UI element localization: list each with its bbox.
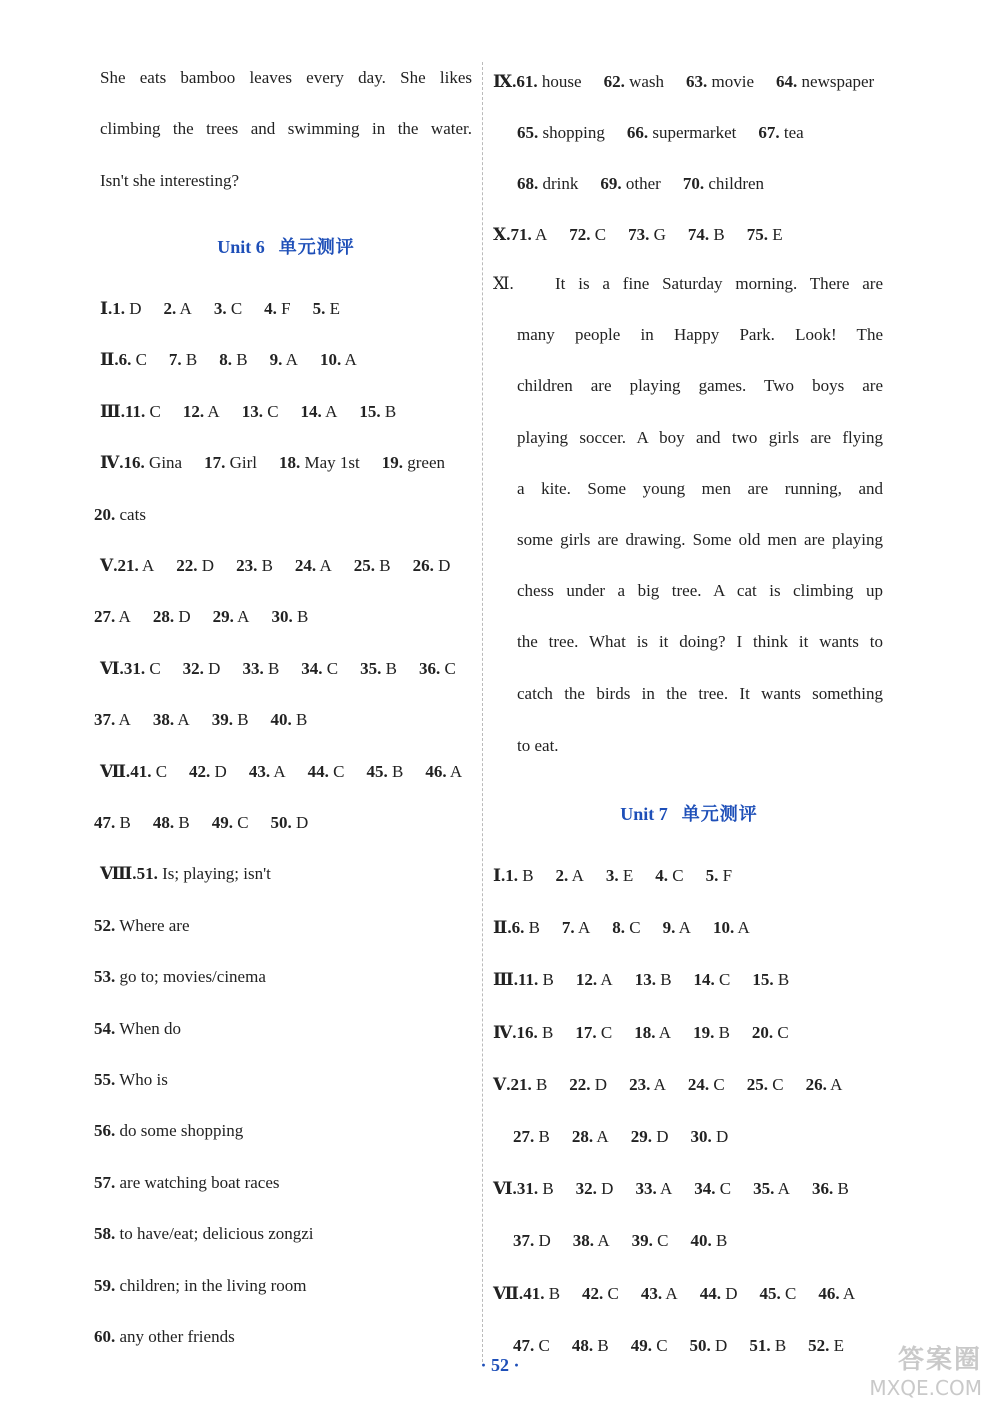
- answer-item: 4. C: [655, 866, 684, 885]
- answer-item: 74. B: [687, 225, 725, 244]
- section-roman-numeral: Ⅵ.: [493, 1179, 517, 1199]
- answer-item: 45. C: [759, 1283, 797, 1303]
- answer-item: 14. C: [693, 970, 731, 990]
- answer-item: 28. D: [152, 607, 191, 627]
- answer-item: 52. E: [808, 1335, 845, 1355]
- answer-item: 20. C: [751, 1022, 789, 1042]
- essay-line: some girls are drawing. Some old men are playing: [517, 530, 883, 549]
- essay-line: many people in Happy Park. Look! The: [517, 325, 883, 345]
- section-roman-numeral: Ⅶ.: [493, 1283, 524, 1303]
- answer-row: [493, 1178, 871, 1200]
- section-roman-numeral: Ⅴ.: [100, 556, 118, 575]
- answer-item: 53. go to; movies/cinema: [94, 967, 266, 987]
- answer-row: [100, 298, 362, 320]
- answer-item: 22. D: [569, 1074, 608, 1094]
- answer-item: 40. B: [270, 710, 308, 730]
- answer-item: 44. D: [699, 1283, 738, 1303]
- answer-item: 57. are watching boat races: [94, 1172, 280, 1192]
- answer-item: 51. B: [749, 1335, 787, 1355]
- answer-row: [513, 1126, 750, 1148]
- answer-item: 60. any other friends: [94, 1327, 235, 1346]
- answer-row: [94, 1223, 336, 1245]
- answer-row: [493, 1022, 811, 1044]
- answer-item: 63. movie: [686, 72, 755, 91]
- answer-item: 13. C: [241, 401, 279, 421]
- section-roman-numeral: Ⅹ.: [493, 225, 511, 244]
- column-divider: [482, 62, 483, 1362]
- answer-item: 12. A: [182, 401, 220, 421]
- intro-line-1: She eats bamboo leaves every day. She likes: [100, 68, 472, 87]
- answer-row: [513, 1335, 866, 1357]
- answer-item: 39. B: [211, 710, 249, 730]
- answer-item: 45. B: [366, 761, 404, 781]
- answer-item: 61. house: [516, 72, 582, 91]
- answer-item: 35. B: [360, 658, 397, 678]
- answer-item: 33. B: [242, 658, 280, 678]
- intro-line-2: climbing the trees and swimming in the water.: [100, 119, 472, 138]
- answer-row: [513, 1230, 749, 1252]
- answer-item: 32. D: [182, 658, 221, 678]
- section-roman-numeral: Ⅸ.: [493, 72, 517, 91]
- answer-item: 19. B: [693, 1022, 730, 1042]
- answer-row: [100, 401, 418, 423]
- answer-item: 46. A: [818, 1283, 856, 1303]
- answer-item: 24. A: [294, 556, 332, 575]
- answer-item: 20. cats: [94, 504, 146, 524]
- essay-line: a kite. Some young men are running, and: [517, 478, 883, 498]
- answer-item: 8. C: [612, 918, 641, 938]
- site-watermark: [852, 1346, 982, 1416]
- section-roman-numeral: Ⅷ.: [100, 864, 137, 884]
- answer-item: 30. D: [690, 1127, 729, 1146]
- watermark-logo-text: 答案圈: [897, 1345, 982, 1375]
- answer-item: 40. B: [690, 1231, 728, 1251]
- answer-item: 2. A: [163, 299, 192, 318]
- answer-item: 46. A: [425, 761, 463, 781]
- essay-line: playing soccer. A boy and two girls are flying: [517, 427, 883, 447]
- answer-item: 73. G: [628, 225, 666, 244]
- essay-line: the tree. What is it doing? I think it wants to: [517, 632, 883, 652]
- answer-item: 18. May 1st: [278, 453, 360, 473]
- answer-row: [94, 812, 330, 834]
- intro-line-3: Isn't she interesting?: [100, 171, 240, 190]
- answer-item: 69. other: [600, 174, 661, 193]
- essay-line: It is a fine Saturday morning. There are: [555, 274, 883, 293]
- answer-item: 27. B: [513, 1127, 550, 1146]
- answer-item: 47. B: [94, 813, 131, 832]
- answer-item: 44. C: [307, 761, 345, 781]
- essay-roman-label: Ⅺ.: [493, 274, 514, 293]
- answer-row: [94, 606, 330, 628]
- answer-item: 31. C: [123, 658, 161, 678]
- answer-row: [94, 709, 329, 731]
- section-roman-numeral: Ⅱ.: [493, 918, 512, 938]
- answer-item: 16. B: [516, 1022, 554, 1042]
- section-roman-numeral: Ⅳ.: [493, 1022, 517, 1042]
- answer-item: 48. B: [571, 1335, 609, 1355]
- answer-row: [94, 1018, 203, 1040]
- answer-row: [100, 863, 293, 885]
- answer-item: 21. B: [510, 1074, 548, 1094]
- answer-item: 25. B: [353, 556, 391, 575]
- answer-item: 34. C: [694, 1179, 732, 1199]
- answer-row: [493, 865, 754, 887]
- answer-item: 54. When do: [94, 1018, 182, 1038]
- answer-item: 11. C: [124, 401, 161, 421]
- answer-item: 29. D: [630, 1127, 669, 1146]
- answer-item: 62. wash: [603, 72, 665, 91]
- answer-item: 68. drink: [517, 174, 579, 193]
- answer-item: 35. A: [753, 1179, 790, 1199]
- answer-item: 11. B: [517, 970, 554, 990]
- answer-item: 33. A: [635, 1179, 673, 1199]
- answer-item: 47. C: [513, 1335, 550, 1355]
- answer-item: 24. C: [687, 1074, 725, 1094]
- answer-item: 6. C: [118, 350, 147, 370]
- answer-item: 50. D: [270, 813, 309, 832]
- answer-item: 22. D: [176, 556, 215, 575]
- essay-line: catch the birds in the tree. It wants something: [517, 683, 883, 703]
- answer-item: 28. A: [571, 1127, 609, 1146]
- answer-item: 37. D: [513, 1231, 551, 1251]
- answer-item: 38. A: [572, 1231, 610, 1251]
- answer-row: [94, 504, 168, 526]
- answer-item: 36. C: [418, 658, 456, 678]
- answer-item: 15. B: [752, 970, 790, 990]
- answer-row: [493, 224, 805, 246]
- section-roman-numeral: Ⅳ.: [100, 453, 124, 473]
- answer-row: [94, 915, 212, 937]
- answer-item: 27. A: [94, 607, 131, 627]
- answer-item: 42. C: [582, 1283, 619, 1303]
- answer-item: 64. newspaper: [776, 72, 875, 91]
- answer-row: [100, 452, 467, 474]
- answer-row: [100, 761, 484, 783]
- answer-item: 3. C: [213, 299, 243, 318]
- answer-item: 2. A: [555, 866, 584, 885]
- answer-item: 43. A: [640, 1283, 678, 1303]
- essay-line: to eat.: [517, 735, 559, 755]
- answer-item: 19. green: [381, 453, 445, 473]
- answer-item: 7. B: [168, 350, 198, 370]
- answer-row: [517, 122, 826, 144]
- answer-item: 51. Is; playing; isn't: [136, 864, 271, 884]
- answer-item: 26. D: [412, 556, 451, 575]
- answer-item: 10. A: [319, 350, 357, 370]
- page-number: · 52 ·: [480, 1355, 520, 1375]
- answer-item: 72. C: [569, 225, 607, 244]
- answer-item: 67. tea: [758, 123, 804, 142]
- section-roman-numeral: Ⅲ.: [493, 970, 518, 990]
- answer-item: 25. C: [746, 1074, 784, 1094]
- section-roman-numeral: Ⅲ.: [100, 401, 125, 421]
- answer-item: 30. B: [271, 607, 309, 627]
- answer-row: [493, 71, 896, 93]
- unit-7-heading: [493, 800, 885, 826]
- answer-item: 55. Who is: [94, 1070, 168, 1089]
- answer-item: 75. E: [746, 225, 783, 244]
- answer-item: 36. B: [811, 1179, 849, 1199]
- answer-row: [94, 1172, 302, 1194]
- answer-item: 49. C: [630, 1335, 668, 1355]
- answer-item: 4. F: [264, 299, 291, 318]
- answer-row: [94, 966, 288, 988]
- answer-item: 15. B: [359, 401, 397, 421]
- section-roman-numeral: Ⅶ.: [100, 761, 131, 781]
- unit-6-label: Unit 6: [217, 237, 265, 257]
- answer-item: 13. B: [634, 970, 672, 990]
- unit-6-heading: [100, 233, 472, 259]
- section-roman-numeral: Ⅱ.: [100, 350, 119, 370]
- answer-row: [94, 1275, 328, 1297]
- answer-item: 37. A: [94, 710, 131, 730]
- watermark-url: MXQE.COM: [869, 1376, 982, 1400]
- answer-row: [100, 555, 472, 577]
- answer-item: 9. A: [662, 918, 691, 938]
- answer-item: 14. A: [300, 401, 338, 421]
- answer-item: 41. C: [130, 761, 168, 781]
- essay-line: chess under a big tree. A cat is climbing up: [517, 581, 883, 601]
- unit-7-label: Unit 7: [620, 804, 668, 824]
- answer-item: 9. A: [269, 350, 298, 370]
- answer-item: 17. C: [575, 1022, 613, 1042]
- answer-item: 6. B: [511, 918, 540, 938]
- answer-row: [94, 1326, 257, 1348]
- answer-row: [493, 917, 772, 939]
- answer-item: 5. F: [705, 866, 733, 885]
- answer-item: 38. A: [152, 710, 190, 730]
- section-roman-numeral: Ⅰ.: [100, 299, 113, 318]
- answer-item: 5. E: [312, 299, 341, 318]
- answer-item: 65. shopping: [517, 123, 605, 142]
- answer-item: 18. A: [634, 1022, 672, 1042]
- answer-row: [493, 969, 811, 991]
- answer-item: 23. B: [236, 556, 273, 575]
- answer-item: 31. B: [516, 1179, 554, 1199]
- answer-item: 1. B: [505, 866, 534, 885]
- answer-item: 26. A: [805, 1074, 843, 1094]
- section-roman-numeral: Ⅴ.: [493, 1074, 511, 1094]
- answer-item: 17. Girl: [204, 453, 257, 473]
- answer-item: 71. A: [510, 225, 548, 244]
- section-roman-numeral: Ⅰ.: [493, 866, 506, 885]
- answer-item: 52. Where are: [94, 915, 190, 935]
- answer-row: [94, 1120, 265, 1142]
- unit-6-cn-label: 单元测评: [278, 237, 355, 258]
- answer-item: 41. B: [523, 1283, 561, 1303]
- unit-7-cn-label: 单元测评: [681, 804, 758, 825]
- answer-item: 12. A: [575, 970, 613, 990]
- answer-item: 10. A: [712, 918, 750, 938]
- answer-item: 58. to have/eat; delicious zongzi: [94, 1224, 314, 1244]
- answer-item: 56. do some shopping: [94, 1121, 244, 1141]
- answer-item: 7. A: [561, 918, 591, 938]
- answer-item: 3. E: [605, 866, 634, 885]
- answer-item: 48. B: [152, 813, 190, 832]
- answer-item: 16. Gina: [123, 453, 183, 473]
- answer-item: 59. children; in the living room: [94, 1275, 307, 1295]
- answer-item: 34. C: [301, 658, 339, 678]
- answer-item: 49. C: [211, 813, 249, 832]
- answer-row: [100, 658, 478, 680]
- answer-row: [493, 1074, 864, 1096]
- answer-row: [94, 1069, 190, 1091]
- answer-item: 43. A: [248, 761, 286, 781]
- answer-row: [517, 173, 786, 195]
- section-roman-numeral: Ⅵ.: [100, 658, 124, 678]
- answer-item: 23. A: [629, 1074, 666, 1094]
- answer-row: [493, 1283, 877, 1305]
- answer-item: 32. D: [575, 1179, 614, 1199]
- answer-item: 8. B: [219, 350, 248, 370]
- answer-item: 1. D: [112, 299, 142, 318]
- answer-item: 50. D: [689, 1335, 728, 1355]
- answer-item: 29. A: [212, 607, 250, 627]
- answer-row: [100, 349, 379, 371]
- answer-item: 39. C: [631, 1231, 669, 1251]
- answer-item: 21. A: [117, 556, 155, 575]
- answer-item: 70. children: [682, 174, 765, 193]
- answer-item: 42. D: [189, 761, 227, 781]
- answer-item: 66. supermarket: [626, 123, 737, 142]
- essay-line: children are playing games. Two boys are: [517, 376, 883, 396]
